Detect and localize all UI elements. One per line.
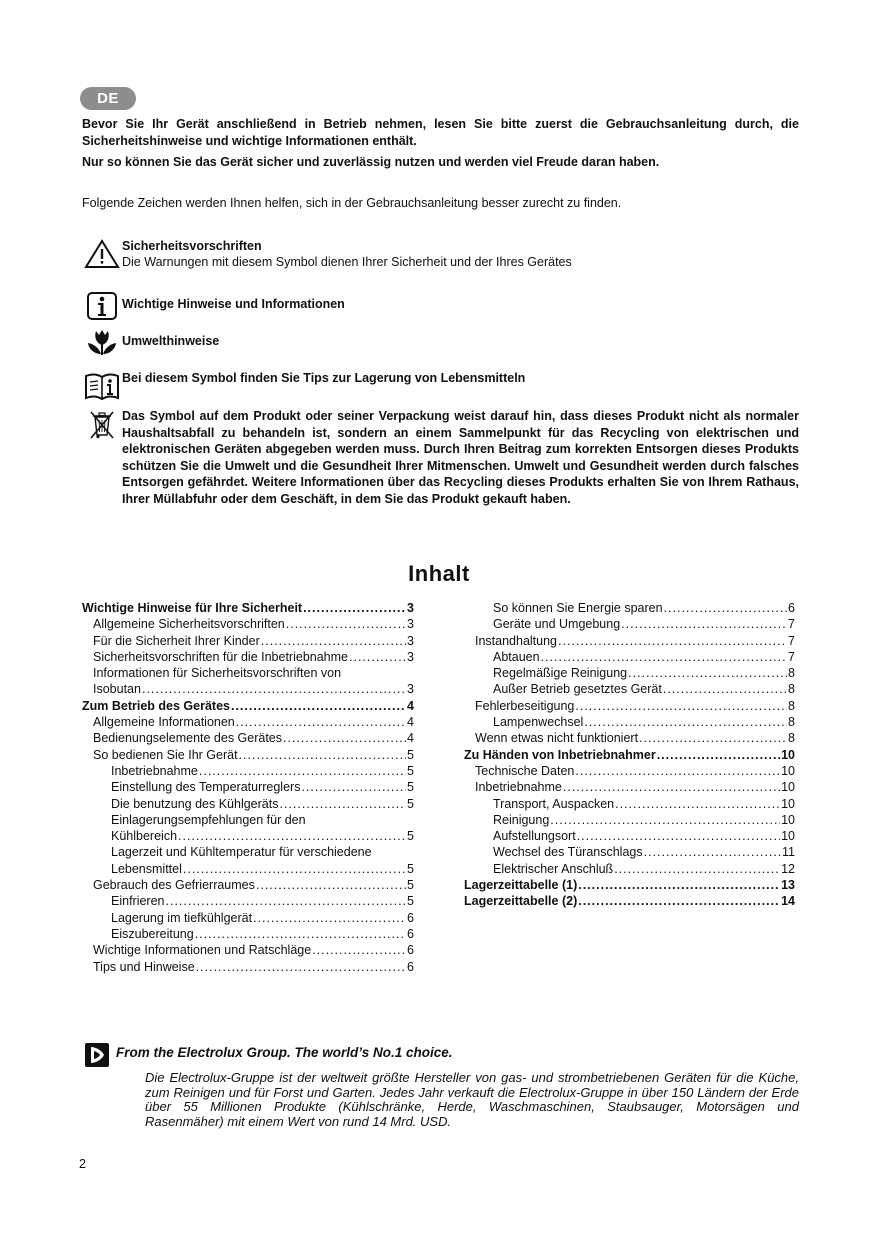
intro-paragraph-1: Bevor Sie Ihr Gerät anschließend in Betrieb nehmen, lesen Sie bitte zuerst die Gebrauchsanleitung durch, die Sicherheitshinweise und wichtige Informationen enthält. xyxy=(82,117,799,148)
toc-entry-text: Lagerzeit und Kühltemperatur für verschiedene xyxy=(111,845,372,860)
toc-entry xyxy=(82,861,414,877)
toc-entry-text: Gebrauch des Gefrierraumes xyxy=(93,878,255,893)
toc-entry-text: Lagerung im tiefkühlgerät xyxy=(111,910,253,925)
toc-entry-page: 5 xyxy=(407,894,414,909)
toc-entry-text: Zu Händen von Inbetriebnahmer xyxy=(464,747,656,762)
toc-entry-page: 3 xyxy=(407,633,414,648)
toc-entry xyxy=(464,600,795,616)
toc-leader-dots xyxy=(621,616,787,632)
toc-entry-page: 4 xyxy=(407,731,414,746)
toc-entry xyxy=(82,616,414,632)
toc-entry xyxy=(82,893,414,909)
food-storage-title: Bei diesem Symbol finden Sie Tips zur Lagerung von Lebensmitteln xyxy=(122,371,526,385)
warning-triangle-icon xyxy=(84,238,120,270)
electrolux-headline: From the Electrolux Group. The world’s No.1 choice. xyxy=(116,1045,453,1060)
toc-entry-page: 14 xyxy=(781,894,795,909)
toc-entry xyxy=(464,763,795,779)
toc-entry-text: Informationen für Sicherheitsvorschriften von xyxy=(93,666,342,681)
toc-entry-page: 7 xyxy=(788,617,795,632)
symbols-note: Folgende Zeichen werden Ihnen helfen, sich in der Gebrauchsanleitung besser zurecht zu finden. xyxy=(82,196,622,210)
toc-entry-page: 5 xyxy=(407,796,414,811)
toc-entry-text: Eiszubereitung xyxy=(111,926,194,941)
toc-entry xyxy=(82,959,414,975)
toc-entry-page: 3 xyxy=(407,601,414,615)
toc-leader-dots xyxy=(196,959,406,975)
toc-leader-dots xyxy=(578,893,780,909)
toc-entry-page: 8 xyxy=(788,666,795,681)
toc-entry-page: 6 xyxy=(407,926,414,941)
toc-entry-page: 4 xyxy=(407,715,414,730)
info-icon xyxy=(84,290,120,322)
toc-entry-text: Abtauen xyxy=(493,649,540,664)
toc-entry-text: Für die Sicherheit Ihrer Kinder xyxy=(93,633,260,648)
toc-leader-dots xyxy=(575,698,787,714)
toc-entry xyxy=(82,649,414,665)
toc-leader-dots xyxy=(644,844,781,860)
toc-entry xyxy=(82,812,414,828)
toc-entry-page: 11 xyxy=(782,845,795,860)
toc-entry-page: 3 xyxy=(407,682,414,697)
toc-entry xyxy=(82,828,414,844)
toc-leader-dots xyxy=(279,796,406,812)
toc-entry-text: Tips und Hinweise xyxy=(93,959,195,974)
toc-entry-text: Inbetriebnahme xyxy=(475,780,562,795)
toc-entry-page: 12 xyxy=(781,861,795,876)
toc-entry-page: 8 xyxy=(788,731,795,746)
toc-entry-text: Lagerzeittabelle (2) xyxy=(464,894,578,909)
toc-entry-text: Außer Betrieb gesetztes Gerät xyxy=(493,682,662,697)
toc-entry-text: Transport, Auspacken xyxy=(493,796,615,811)
toc-entry-text: Zum Betrieb des Gerätes xyxy=(82,698,230,713)
electrolux-body: Die Electrolux-Gruppe ist der weltweit größte Hersteller von gas- und strombetriebenen Geräten für die Küche, zum Reinigen und für Forst und Garten. Jedes Jahr verkauft die Electrolux-Gruppe in über 150 Ländern der Erde über 55 Millionen Produkte (Kühlschränke, Herde, Waschmaschinen, Staubsauger, Motorsägen und Rasenmäher) mit einem Wert von rund 14 Mrd. USD. xyxy=(145,1070,799,1129)
toc-entry-page: 3 xyxy=(407,617,414,632)
toc-leader-dots xyxy=(614,861,780,877)
toc-leader-dots xyxy=(615,796,780,812)
toc-entry xyxy=(464,681,795,697)
toc-leader-dots xyxy=(286,616,406,632)
toc-leader-dots xyxy=(195,926,406,942)
toc-entry-page: 8 xyxy=(788,698,795,713)
toc-entry xyxy=(464,796,795,812)
toc-entry xyxy=(464,779,795,795)
toc-leader-dots xyxy=(563,779,780,795)
toc-entry-page: 10 xyxy=(781,829,795,844)
toc-entry xyxy=(464,877,795,893)
toc-leader-dots xyxy=(628,665,787,681)
toc-entry-page: 5 xyxy=(407,763,414,778)
toc-entry xyxy=(464,730,795,746)
toc-entry-text: Lebensmittel xyxy=(111,861,182,876)
toc-leader-dots xyxy=(301,779,406,795)
toc-entry xyxy=(464,665,795,681)
environment-title: Umwelthinweise xyxy=(122,334,220,348)
toc-entry-page: 4 xyxy=(407,698,414,713)
book-info-icon xyxy=(84,370,120,402)
toc-entry xyxy=(82,633,414,649)
toc-entry-text: Inbetriebnahme xyxy=(111,763,198,778)
toc-leader-dots xyxy=(183,861,406,877)
toc-entry-page: 10 xyxy=(781,796,795,811)
toc-entry-page: 8 xyxy=(788,715,795,730)
toc-entry-text: So bedienen Sie Ihr Gerät xyxy=(93,747,238,762)
toc-entry-text: Regelmäßige Reinigung xyxy=(493,666,628,681)
toc-entry xyxy=(464,633,795,649)
toc-entry xyxy=(82,730,414,746)
toc-entry-page: 5 xyxy=(407,861,414,876)
toc-entry-text: Technische Daten xyxy=(475,763,575,778)
toc-entry-text: Wichtige Informationen und Ratschläge xyxy=(93,943,312,958)
warning-text: Die Warnungen mit diesem Symbol dienen Ihrer Sicherheit und der Ihres Gerätes xyxy=(122,255,572,269)
toc-entry xyxy=(82,910,414,926)
toc-entry xyxy=(82,926,414,942)
toc-leader-dots xyxy=(303,600,406,616)
toc-entry xyxy=(464,812,795,828)
tulip-icon xyxy=(84,327,120,359)
toc-leader-dots xyxy=(199,763,406,779)
toc-entry-page: 7 xyxy=(788,633,795,648)
electrolux-logo-icon xyxy=(85,1043,109,1067)
toc-entry-text: Bedienungselemente des Gerätes xyxy=(93,731,283,746)
toc-entry xyxy=(464,844,795,860)
weee-text: Das Symbol auf dem Produkt oder seiner Verpackung weist darauf hin, dass dieses Produkt nicht als normaler Haushaltsabfall zu behandeln ist, sondern an einem Sammelpunkt für das Recycling von elektrischen und elektronischen Geräten abgegeben werden muss. Durch Ihren Beitrag zum korrekten Entsorgen dieses Produkts schützen Sie die Umwelt und die Gesundheit Ihrer Mitmenschen. Umwelt und Gesundheit werden durch falsches Entsorgen gefährdet. Weitere Informationen über das Recycling dieses Produkts erhalten Sie von Ihrem Rathaus, Ihrer Müllabfuhr oder dem Geschäft, in dem Sie das Produkt gekauft haben. xyxy=(122,409,799,506)
toc-entry-page: 5 xyxy=(407,878,414,893)
toc-entry-text: Wenn etwas nicht funktioniert xyxy=(475,731,639,746)
toc-entry-text: Elektrischer Anschluß xyxy=(493,861,614,876)
toc-leader-dots xyxy=(142,681,406,697)
toc-leader-dots xyxy=(657,747,780,763)
toc-entry-page: 3 xyxy=(407,649,414,664)
toc-entry xyxy=(82,600,414,616)
toc-entry xyxy=(82,698,414,714)
toc-leader-dots xyxy=(578,877,780,893)
toc-entry-page: 8 xyxy=(788,682,795,697)
toc-entry-text: Einstellung des Temperaturreglers xyxy=(111,780,301,795)
info-title: Wichtige Hinweise und Informationen xyxy=(122,297,345,311)
toc-leader-dots xyxy=(349,649,406,665)
toc-leader-dots xyxy=(584,714,787,730)
toc-right-column xyxy=(464,600,795,910)
toc-entry-page: 13 xyxy=(781,878,795,893)
toc-leader-dots xyxy=(577,828,780,844)
toc-entry xyxy=(82,763,414,779)
toc-entry-text: Allgemeine Sicherheitsvorschriften xyxy=(93,617,285,632)
toc-entry xyxy=(82,796,414,812)
toc-entry-text: Reinigung xyxy=(493,812,550,827)
toc-entry-text: Fehlerbeseitigung xyxy=(475,698,575,713)
toc-entry xyxy=(464,747,795,763)
toc-leader-dots xyxy=(253,910,406,926)
toc-entry xyxy=(82,779,414,795)
toc-leader-dots xyxy=(639,730,787,746)
toc-entry xyxy=(82,681,414,697)
toc-entry-text: Geräte und Umgebung xyxy=(493,617,621,632)
toc-entry-page: 6 xyxy=(788,601,795,615)
toc-entry-text: Lampenwechsel xyxy=(493,715,584,730)
toc-entry xyxy=(82,844,414,860)
toc-leader-dots xyxy=(261,633,406,649)
toc-leader-dots xyxy=(558,633,787,649)
toc-entry xyxy=(464,649,795,665)
toc-entry-text: Wichtige Hinweise für Ihre Sicherheit xyxy=(82,601,303,615)
toc-entry xyxy=(464,698,795,714)
toc-entry-page: 5 xyxy=(407,747,414,762)
toc-entry xyxy=(464,893,795,909)
toc-entry xyxy=(464,714,795,730)
intro-paragraph-2: Nur so können Sie das Gerät sicher und zuverlässig nutzen und werden viel Freude daran haben. xyxy=(82,155,660,169)
crossed-bin-icon xyxy=(84,408,120,440)
toc-entry-page: 10 xyxy=(781,763,795,778)
warning-title: Sicherheitsvorschriften xyxy=(122,239,262,253)
toc-entry-page: 6 xyxy=(407,943,414,958)
toc-entry-text: Aufstellungsort xyxy=(493,829,576,844)
toc-leader-dots xyxy=(283,730,406,746)
toc-entry-page: 6 xyxy=(407,959,414,974)
toc-entry-text: Wechsel des Türanschlags xyxy=(493,845,643,860)
language-badge: DE xyxy=(80,87,136,110)
toc-entry-page: 10 xyxy=(781,747,795,762)
toc-entry xyxy=(464,616,795,632)
toc-leader-dots xyxy=(231,698,406,714)
toc-entry-page: 5 xyxy=(407,780,414,795)
toc-entry xyxy=(464,861,795,877)
toc-leader-dots xyxy=(575,763,780,779)
toc-entry xyxy=(464,828,795,844)
toc-leader-dots xyxy=(663,681,787,697)
toc-leader-dots xyxy=(239,747,407,763)
toc-entry-text: Einlagerungsempfehlungen für den xyxy=(111,812,306,827)
toc-entry-text: Lagerzeittabelle (1) xyxy=(464,878,578,893)
toc-entry-text: So können Sie Energie sparen xyxy=(493,601,663,615)
toc-entry-page: 7 xyxy=(788,649,795,664)
toc-entry-text: Kühlbereich xyxy=(111,829,178,844)
toc-leader-dots xyxy=(256,877,406,893)
toc-leader-dots xyxy=(541,649,787,665)
warning-symbol-block xyxy=(122,238,572,270)
toc-entry-text: Einfrieren xyxy=(111,894,165,909)
toc-entry-text: Instandhaltung xyxy=(475,633,558,648)
toc-entry xyxy=(82,942,414,958)
toc-entry-page: 10 xyxy=(781,812,795,827)
toc-leader-dots xyxy=(664,600,787,616)
toc-title: Inhalt xyxy=(408,561,470,586)
toc-leader-dots xyxy=(166,893,407,909)
toc-entry-text: Die benutzung des Kühlgeräts xyxy=(111,796,279,811)
page-number: 2 xyxy=(79,1157,86,1171)
toc-entry-page: 10 xyxy=(781,780,795,795)
toc-entry xyxy=(82,714,414,730)
toc-entry-text: Isobutan xyxy=(93,682,141,697)
toc-entry xyxy=(82,747,414,763)
toc-entry-text: Allgemeine Informationen xyxy=(93,715,235,730)
toc-left-column xyxy=(82,600,414,975)
toc-entry xyxy=(82,877,414,893)
toc-entry xyxy=(82,665,414,681)
toc-leader-dots xyxy=(550,812,780,828)
toc-entry-text: Sicherheitsvorschriften für die Inbetriebnahme xyxy=(93,649,348,664)
toc-leader-dots xyxy=(236,714,406,730)
toc-leader-dots xyxy=(178,828,406,844)
toc-leader-dots xyxy=(312,942,406,958)
toc-entry-page: 5 xyxy=(407,829,414,844)
toc-entry-page: 6 xyxy=(407,910,414,925)
